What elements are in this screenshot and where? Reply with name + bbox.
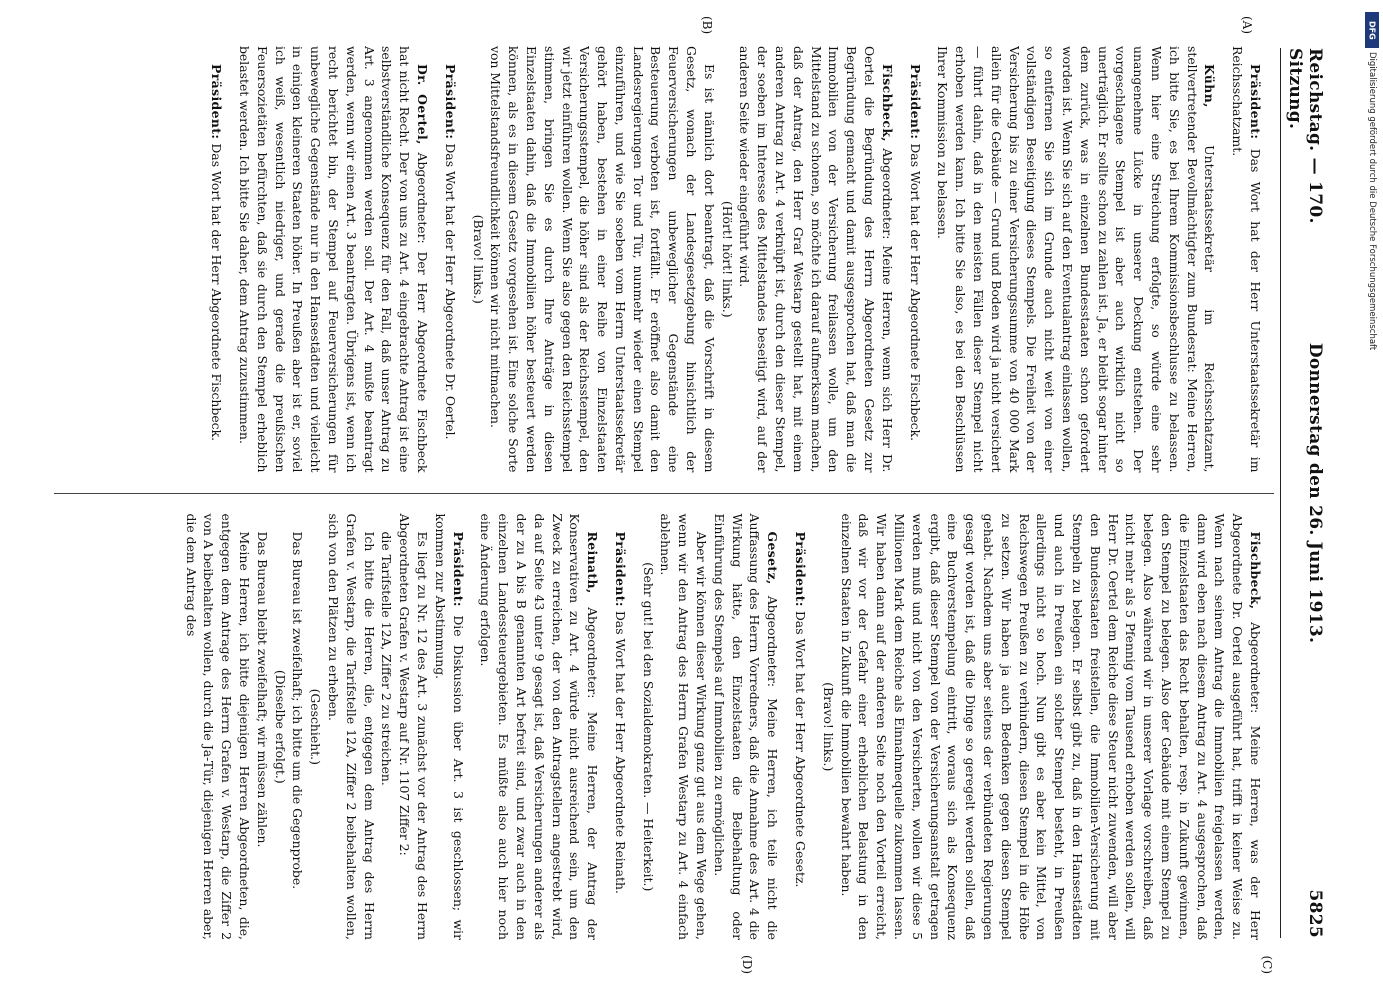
right-column [54,494,1274,941]
speaker-name: Präsident: [450,531,466,607]
page-number: 5825 [1305,889,1325,938]
paragraph [639,514,657,941]
paragraph-text: Unterstaatssekretär im Reichsschatzamt, stellvertretender Bevollmächtigter zum Bundesrat: Meine Herren, ich bitte Sie, es bei Ihrem Kommissionsbeschlusse zu belassen. Wenn hier eine Streichung erfolgte, so würde eine sehr unangenehme Lücke in unserer Deckung entstehen. Der vorgeschlagene Stempel ist aber auch wirklich nicht so unerträglich. Er sollte schon zu zahlen ist. Ja, er bleibt sogar hinter dem zurück, was in einzelnen Bundesstaaten schon gefordert worden ist. Wenn Sie sich auf den Eventualantrag einlassen wollen, so entfernen Sie sich im Grunde auch nicht weit von einer vollständigen Beseitigung dieses Stempels. Die Freiheit von der Versicherung bis zu einer Versicherungssumme von 40 000 Mark allein für die Gebäude — Grund und Boden wird ja nicht versichert — führt dahin, daß in den meisten Fällen dieser Stempel nicht erhoben werden kann. Ich bitte Sie also, es bei den Beschlüssen Ihrer Kommission zu belassen. [935,46,1218,473]
paragraph [378,514,396,941]
speaker-name: Kühn, [1202,64,1218,108]
margin-marker-b: (B) [700,16,714,35]
paragraph-text: Abgeordneter: Der Herr Abgeordnete Fischbeck hat nicht Recht. Der von uns zu Art. 4 eingebrachte Antrag ist eine selbstverständliche Konsequenz für den Fall, daß unser Antrag zu Art. 3 angenommen werden soll. Der Art. 4 mußte beantragt werden, wenn wir einen Art. 3 beantragten. Übrigens ist, wenn ich recht berichtet bin, der Stempel auf Feuerversicherungen für unbewegliche Gegenstände nur in den Hansestädten und vielleicht in einigen kleineren Staaten höher. In Preußen aber ist er, soviel ich weiß, wesentlich niedriger, und gerade die preußischen Feuersozietäten befürchten, daß sie durch den Stempel erheblich belastet werden. Ich bitte Sie daher, dem Antrag zuzustimmen. [236,46,430,473]
paragraph-text: Das Wort hat der Herr Abgeordnete Dr. Oertel. [442,143,458,440]
speaker-name: Gesetz, [765,531,781,585]
paragraph [819,514,837,941]
paragraph-text: Abgeordneter: Meine Herren, wenn sich Herr Dr. Oertel die Begründung des Herrn Abgeordneten Gesetz zur Begründung gemacht und damit ausgesprochen hat, daß man die Immobilien von der Versicherung freilassen wolle, um den Mittelstand zu schonen, so möchte ich darauf aufmerksam machen, daß der Antrag, den Herr Graf Westarp gestellt hat, mit einem anderen Antrag zu Art. 4 verknüpft ist, durch den dieser Stempel, der soeben im Interesse des Mittelstandes beseitigt wird, auf der anderen Seite wieder eingeführt wird. [737,46,895,473]
paragraph [441,46,459,473]
speaker-name: Reinath, [585,531,601,594]
paragraph [477,514,602,941]
paragraph [271,514,289,941]
paragraph-text: Das Wort hat der Herr Abgeordnete Fischbeck. [907,143,923,442]
paragraph-text: Das Wort hat der Herr Abgeordnete Gesetz. [793,610,809,888]
digitization-note: Digitalisierung gefördert durch die Deutsche Forschungsgemeinschaft [1367,52,1377,351]
paragraph [289,514,307,941]
paragraph-text: die Tarifstelle 12A, Ziffer 2 zu streichen. [379,531,395,786]
paragraph-text: Das Bureau ist zweifelhaft; ich bitte um die Gegenprobe. [290,531,306,890]
speaker-name: Präsident: [793,531,809,607]
speaker-name: Präsident: [442,64,458,140]
paragraph-text: (Sehr gut! bei den Sozialdemokraten. — Heiterkeit.) [640,562,656,892]
two-column-body [54,16,1274,974]
paragraph [395,514,431,941]
paragraph-text: Es ist nämlich dort beantragt, daß die Vorschrift in diesem Gesetz, wonach der Landesgesetzgebung hinsichtlich der Feuerversicherungen unbeweglicher Gegenstände eine Besteuerung verboten ist, fortfällt. Er eröffnet also damit den Landesregierungen Tor und Tür, nunmehr wieder einen Stempel einzuführen, und wie Sie soeben vom Herrn Unterstaatssekretär gehört haben, bestehen in einer Reihe von Einzelstaaten Versicherungsstempel, die höher sind als der Reichsstempel, den wir jetzt einführen wollen. Wenn Sie also gegen den Reichsstempel stimmen, bringen Sie es durch Ihre Anträge in diesen Einzelstaaten dahin, daß die Immobilien höher besteuert werden können, als es in diesem Gesetz vorgesehen ist. Eine solche Sorte von Mittelstandsfreundlichkeit können wir nicht mitmachen. [488,46,717,473]
paragraph [906,46,924,473]
paragraph-text: Es liegt zu Nr. 12 des Art. 3 zunächst vor der Antrag des Herrn Abgeordneten Grafen v. Westarp auf Nr. 1107 Ziffer 2: [397,513,430,940]
paragraph [837,514,1264,941]
paragraph [182,514,253,941]
paragraph-text: Aber wir können dieser Wirkung ganz gut aus dem Wege gehen, wenn wir den Antrag des Herrn Grafen Westarp zu Art. 4 einfach ablehnen. [658,513,710,940]
paragraph [487,46,718,473]
running-header [1280,48,1325,938]
paragraph-text: Abgeordneter: Meine Herren, ich teile nicht die Auffassung des Herrn Vorredners, daß die Annahme des Art. 4 die Wirkung hätte, den Einzelstaaten die Beibehaltung oder Einführung des Stempels auf Immobilien zu ermöglichen. [711,513,781,940]
paragraph [736,46,896,473]
paragraph-text: Die Diskussion über Art. 3 ist geschlossen; wir kommen zur Abstimmung. [432,513,466,940]
paragraph-text: Das Wort hat der Herr Abgeordnete Fischbeck. [209,143,225,442]
paragraph-text: Abgeordneter: Meine Herren, der Antrag der Konservativen zu Art. 4 würde nicht ausreichend sein, um den Zweck zu erreichen, der von den Antragstellern angestrebt wird, da auf Seite 43 unter 9 gesagt ist, daß Versicherungen anderer als der zu A bis B genannten Art befreit sind, und zwar auch in den einzelnen Landessteuergebieten. Es müßte also auch hier noch eine Änderung erfolgen. [478,513,601,940]
margin-marker-d: (D) [740,955,754,974]
paragraph [306,514,324,941]
paragraph [1228,46,1264,473]
paragraph-text: Das Wort hat der Herr Unterstaatssekretär im Reichsschatzamt. [1230,46,1263,473]
header-left: Reichstag. — 170. Sitzung. [1285,48,1325,224]
paragraph [791,514,809,941]
digitization-strip [1359,6,1381,906]
paragraph-text: Das Bureau bleibt zweifelhaft; wir müssen zählen. [254,531,270,848]
speaker-name: Fischbeck, [1248,531,1263,610]
paragraph [710,514,781,941]
paragraph [235,46,431,473]
speaker-name: Präsident: [907,64,923,140]
paragraph-text: (Hört! hört! links.) [719,200,735,318]
speaker-name: Dr. Oertel, [414,64,430,145]
paragraph-text: Meine Herren, ich bitte diejenigen Herren Abgeordneten, die, entgegen dem Antrage des Herrn Grafen v. Westarp, die Ziffer 2 von A beibehalten wollen, durch die Ja-Tür, diejenigen Herren aber, die dem Antrag des [183,513,252,940]
speaker-name: Fischbeck, [879,64,895,143]
paragraph [469,46,487,473]
speaker-name: Präsident: [612,531,628,607]
paragraph [253,514,271,941]
paragraph [611,514,629,941]
paragraph [718,46,736,473]
speaker-name: Präsident: [209,64,225,140]
paragraph-text: (Geschieht.) [308,688,324,765]
speaker-name: Präsident: [1248,64,1263,140]
paragraph [657,514,710,941]
margin-marker-c: (C) [1260,955,1274,974]
paragraph [324,514,377,941]
paragraph [207,46,225,473]
paragraph [934,46,1219,473]
header-center: Donnerstag den 26. Juni 1913. [1305,342,1325,644]
paragraph-text: Abgeordneter: Meine Herren, was der Herr Abgeordnete Dr. Oertel ausgeführt hat, trifft in keiner Weise zu. Wenn nach seinem Antrag die Immobilien freigelassen werden, dann wird eben nach diesem Antrag zu Art. 4 ausgesprochen, daß die Einzelstaaten das Recht behalten, resp. in Zukunft gewinnen, den Stempel zu belegen. Also der Gebäude mit einem Stempel zu belegen. Also während wir in unserer Vorlage vorschreiben, daß nicht mehr als 5 Pfennig vom Tausend erhoben werden sollen, will Herr Dr. Oertel dem Reiche diese Steuer nicht zuwenden, will aber den Bundesstaaten freistellen, die Immobilien-Versicherung mit Stempeln zu belegen. Er selbst gibt zu, daß in den Hansestädten und auch in Preußen ein solcher Stempel besteht, in Preußen allerdings nicht so hoch. Nun gibt es aber kein Mittel, von Reichswegen Preußen zu verhindern, diesen Stempel in die Höhe zu setzen. Wir haben ja auch Bedenken gegen diesen Stempel gehabt. Nachdem uns aber seitens der verbündeten Regierungen gesagt worden ist, daß die Dinge so geregelt werden sollen, daß eine Buchverstempelung eintritt, woraus sich als Konsequenz ergibt, daß dieser Stempel von der Versicherungsanstalt getragen werden muß und nicht von den Versicherten, wollen wir diese 5 Millionen Mark dem Reiche als Einnahmequelle zukommen lassen. Wir haben dann auf der anderen Seite noch den Vorteil erreicht, daß wir vor der Gefahr einer erheblichen Belastung in den einzelnen Staaten in Zukunft die Immobilien bewahrt haben. [838,513,1263,940]
paragraph-text: (Bravo! links.) [470,214,486,304]
paragraph-text: Das Wort hat der Herr Abgeordnete Reinath. [612,610,628,894]
paragraph-text: Ich bitte die Herren, die, entgegen dem Antrag des Herrn Grafen v. Westarp, die Tarifstelle 12A, Ziffer 2 beibehalten wollen, sich von den Plätzen zu erheben. [325,513,377,940]
margin-marker-a: (A) [1240,16,1254,35]
left-column [54,46,1274,494]
paragraph-text: (Bravo! links.) [820,682,836,772]
paragraph [431,514,467,941]
paragraph-text: (Dieselbe erfolgt.) [272,669,288,784]
dfg-logo: DFG [1365,12,1379,48]
